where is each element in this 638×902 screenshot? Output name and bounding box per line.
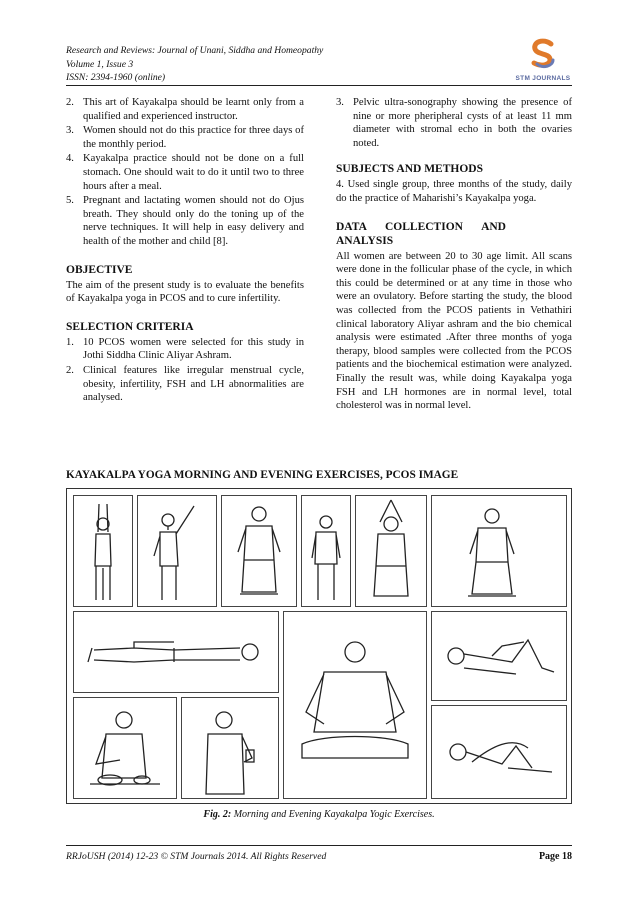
figure-panel-arm-stretch — [137, 495, 217, 607]
kneeling-figure-2 — [432, 496, 566, 606]
kneeling-hands-joined-figure — [356, 496, 426, 606]
list-item — [66, 124, 304, 151]
figure-panel-drinking — [181, 697, 279, 799]
list-item — [66, 364, 304, 405]
kneeling-figure — [222, 496, 296, 606]
stm-logo-icon — [513, 38, 573, 70]
precautions-list — [66, 96, 304, 249]
item-number: 3. — [336, 97, 344, 108]
list-item — [66, 152, 304, 193]
item-text: Clinical features like irregular menstrual cycle, obesity, infertility, FSH and LH abnormalities are analysed. — [83, 364, 304, 404]
list-item — [66, 194, 304, 248]
lying-figure — [74, 612, 278, 692]
person-drinking-figure — [182, 698, 278, 798]
header-rule — [66, 85, 572, 86]
journal-issn: ISSN: 2394-1960 (online) — [66, 72, 166, 83]
item-number: 1. — [66, 336, 74, 348]
caption-label: Fig. 2: — [203, 809, 232, 820]
knee-to-chest-figure — [432, 706, 566, 798]
figure-caption — [66, 809, 572, 820]
lying-knee-raised-figure — [432, 612, 566, 700]
list-item — [66, 336, 304, 363]
person-eating-figure — [74, 698, 176, 798]
subjects-heading: SUBJECTS AND METHODS — [336, 163, 483, 176]
standing-arms-up-figure — [74, 496, 132, 606]
figure-panel-kneeling-1 — [221, 495, 297, 607]
figure-panel-kneeling-2 — [431, 495, 567, 607]
list-item — [336, 96, 572, 150]
data-collection-text: All women are between 20 to 30 age limit. All scans were done in the follicular phase of the cycle, in which this could be determined or at any time in those who were an ovulatory. Before starting the study, the blood was collected from the PCOS patients in Vethathiri clinical laboratory Aliyar ashram and the bio chemical analysis were estimated .After three months of yoga therapy, blood samples were collected from the PCOS patients and the biochemical estimation were analyzed. Finally the result was, while doing Kayakalpa yoga FSH and LH hormones are in normal level, total cholesterol was in normal level. — [336, 250, 572, 412]
figure-panel-seated-back — [283, 611, 427, 799]
item-text: Pregnant and lactating women should not do Ojus breath. They should only do the toning up of the nerve techniques. It will help in easy delivery and health of the mother and child [8]. — [83, 195, 304, 247]
objective-heading: OBJECTIVE — [66, 263, 133, 276]
item-text: Pelvic ultra-sonography showing the presence of nine or more pheripheral cysts of at least 11 mm diameter with stromal echo in both the ovaries noted. — [353, 97, 572, 149]
figure-panel-standing — [301, 495, 351, 607]
page-number: Page 18 — [538, 851, 572, 862]
subjects-text: 4. Used single group, three months of the study, daily do the practice of Maharishi’s Kayakalpa yoga. — [336, 179, 572, 204]
figure-title: KAYAKALPA YOGA MORNING AND EVENING EXERCISES, PCOS IMAGE — [66, 469, 459, 481]
criteria-list-continued — [336, 96, 572, 150]
left-column — [66, 96, 304, 406]
figure-panel-lying-supine — [73, 611, 279, 693]
right-column — [336, 96, 572, 413]
yoga-exercise-figure — [66, 488, 572, 804]
item-number: 2. — [66, 364, 74, 376]
item-number: 5. — [66, 195, 74, 207]
item-number: 4. — [66, 153, 74, 165]
item-number: 3. — [66, 125, 74, 137]
item-number: 2. — [66, 97, 74, 108]
data-collection-heading: DATA COLLECTION AND ANALYSIS — [336, 220, 506, 247]
footer-rule — [66, 845, 572, 846]
figure-panel-knee-to-chest — [431, 705, 567, 799]
figure-panel-lying-knee — [431, 611, 567, 701]
footer-copyright: RRJoUSH (2014) 12-23 © STM Journals 2014. All Rights Reserved — [66, 851, 327, 862]
journal-name: Research and Reviews: Journal of Unani, Siddha and Homeopathy — [66, 45, 324, 56]
figure-panel-arms-raised — [73, 495, 133, 607]
objective-text: The aim of the present study is to evaluate the benefits of Kayakalpa yoga in PCOS and to cure infertility. — [66, 279, 304, 305]
item-text: This art of Kayakalpa should be learnt only from a qualified and experienced instructor. — [83, 97, 304, 122]
journal-header — [66, 44, 323, 85]
item-text: Kayakalpa practice should not be done on a full stomach. One should wait to do it until two to three hours after a meal. — [83, 153, 304, 192]
item-text: Women should not do this practice for three days of the monthly period. — [83, 125, 304, 150]
standing-arm-stretch-figure — [138, 496, 216, 606]
standing-figure — [302, 496, 350, 606]
caption-text: Morning and Evening Kayakalpa Yogic Exercises. — [231, 809, 435, 820]
list-item — [66, 96, 304, 123]
selection-list — [66, 336, 304, 405]
figure-panel-namaste-raised — [355, 495, 427, 607]
logo-text: STM JOURNALS — [515, 75, 571, 82]
journal-volume: Volume 1, Issue 3 — [66, 58, 134, 70]
stm-journals-logo — [513, 38, 573, 82]
seated-figure-back-view — [284, 612, 426, 798]
item-text: 10 PCOS women were selected for this study in Jothi Siddha Clinic Aliyar Ashram. — [83, 336, 304, 362]
figure-panel-eating — [73, 697, 177, 799]
selection-heading: SELECTION CRITERIA — [66, 320, 194, 333]
